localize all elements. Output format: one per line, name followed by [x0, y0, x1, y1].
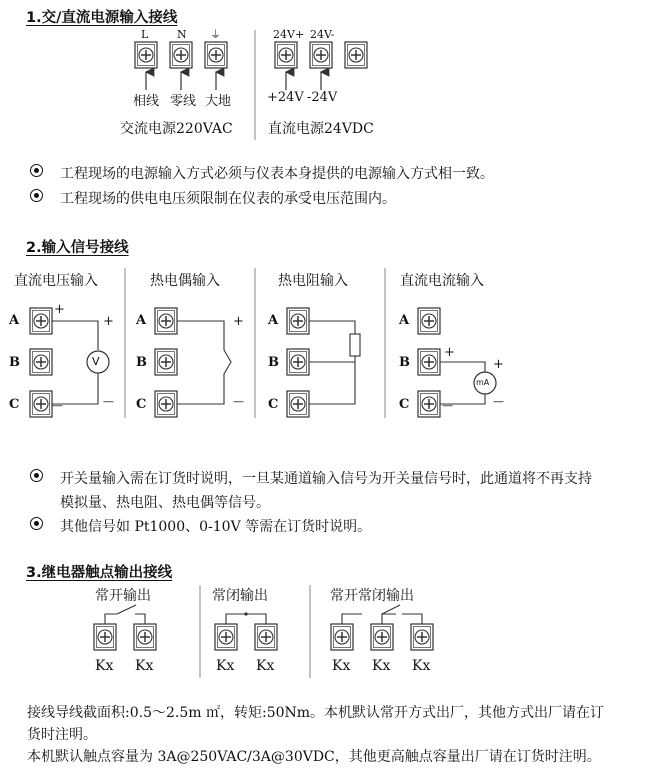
- kx-label: Kx: [135, 658, 154, 674]
- kx-label: Kx: [372, 658, 391, 674]
- terminal-B-label: B: [268, 355, 279, 370]
- header-normally-open: 常开输出: [95, 588, 151, 604]
- terminal-C-label: C: [268, 397, 279, 412]
- header-rtd: 热电阻输入: [278, 273, 348, 289]
- dc-caption: 直流电源24VDC: [268, 121, 374, 137]
- terminal-B-label: B: [399, 355, 410, 370]
- label-N: N: [177, 28, 187, 41]
- minus-sign: —: [103, 395, 114, 408]
- label-minus24v: -24V: [307, 90, 338, 105]
- label-phase: 相线: [133, 94, 160, 109]
- plus-sign: +: [103, 314, 114, 329]
- kx-label: Kx: [412, 658, 431, 674]
- meter-ma-label: mA: [476, 378, 490, 387]
- minus-sign: —: [442, 399, 453, 412]
- meter-v-label: V: [92, 355, 100, 368]
- header-dc-current: 直流电流输入: [400, 273, 484, 289]
- terminal-spare: [345, 42, 367, 68]
- plus-sign: +: [444, 345, 455, 360]
- label-neutral: 零线: [170, 94, 197, 109]
- section3-title: 3.继电器触点输出接线: [26, 565, 173, 581]
- terminal-C-label: C: [399, 397, 410, 412]
- bullet-icon: [30, 189, 43, 202]
- terminal-L: [135, 42, 157, 68]
- label-24v-plus: 24V+: [273, 28, 305, 41]
- plus-sign: +: [493, 357, 504, 372]
- terminal-A-label: A: [399, 313, 410, 328]
- resistor-symbol: [350, 334, 360, 356]
- kx-label: Kx: [216, 658, 235, 674]
- label-earth: 大地: [205, 94, 232, 109]
- terminal-N: [170, 42, 192, 68]
- minus-sign: —: [52, 399, 63, 412]
- terminal-24v-plus: [275, 42, 297, 68]
- header-dc-voltage: 直流电压输入: [14, 273, 98, 289]
- kx-label: Kx: [332, 658, 351, 674]
- kx-label: Kx: [95, 658, 114, 674]
- wiring-note-cont: 货时注明。: [27, 727, 97, 743]
- kx-label: Kx: [256, 658, 275, 674]
- terminal-B-label: B: [9, 355, 20, 370]
- note-continuation: 模拟量、热电阻、热电偶等信号。: [60, 495, 270, 511]
- label-plus24v: +24V: [267, 90, 304, 105]
- note-item: 工程现场的电源输入方式必须与仪表本身提供的电源输入方式相一致。: [30, 163, 630, 181]
- header-thermocouple: 热电偶输入: [150, 273, 220, 289]
- ground-icon: ⏚: [210, 28, 221, 41]
- label-24v-minus: 24V-: [310, 28, 335, 41]
- terminal-C-label: C: [9, 397, 20, 412]
- terminal-24v-minus: [310, 42, 332, 68]
- terminal-B-label: B: [136, 355, 147, 370]
- section1-title: 1.交/直流电源输入接线: [26, 10, 178, 26]
- bullet-icon: [30, 517, 43, 530]
- contact-capacity-note: 本机默认触点容量为 3A@250VAC/3A@30VDC，其他更高触点容量出厂请在订货时注明。: [27, 749, 601, 765]
- bullet-icon: [30, 469, 43, 482]
- terminal-ground: [205, 42, 227, 68]
- bullet-icon: [30, 164, 43, 177]
- terminal-C-label: C: [136, 397, 147, 412]
- plus-sign: +: [233, 314, 244, 329]
- section2-title: 2.输入信号接线: [26, 240, 129, 256]
- terminal-A-label: A: [136, 313, 147, 328]
- terminal-A-label: A: [268, 313, 279, 328]
- header-no-nc: 常开常闭输出: [330, 588, 414, 604]
- note-item: 开关量输入需在订货时说明，一旦某通道输入信号为开关量信号时，此通道将不再支持: [30, 468, 640, 486]
- note-item: 工程现场的供电电压须限制在仪表的承受电压范围内。: [30, 188, 630, 206]
- minus-sign: —: [233, 395, 244, 408]
- terminal-A-label: A: [9, 313, 20, 328]
- header-normally-closed: 常闭输出: [212, 588, 268, 604]
- note-item: 其他信号如 Pt1000、0-10V 等需在订货时说明。: [30, 516, 630, 534]
- ac-caption: 交流电源220VAC: [120, 121, 233, 137]
- plus-sign: +: [54, 302, 65, 317]
- label-L: L: [141, 28, 149, 41]
- minus-sign: —: [493, 395, 504, 408]
- wiring-note: 接线导线截面积:0.5～2.5m ㎡，转矩:50Nm。本机默认常开方式出厂，其他方式出厂请在订: [27, 705, 605, 721]
